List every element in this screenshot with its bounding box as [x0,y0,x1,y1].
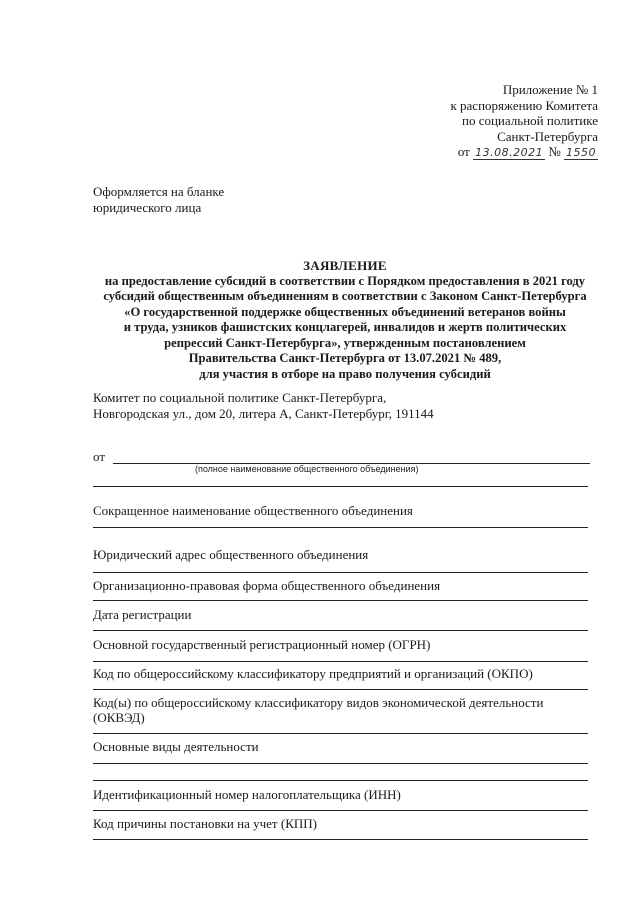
activities-label: Основные виды деятельности [93,739,259,754]
title-line-6: Правительства Санкт-Петербурга от 13.07.2021 № 489, [188,351,502,365]
title-line-5: репрессий Санкт-Петербурга», утвержденным постановлением [164,335,526,350]
recipient-line-2: Новгородская ул., дом 20, литера А, Санкт-Петербург, 191144 [93,406,434,421]
appendix-line-2: к распоряжению Комитета [450,97,598,113]
okved-fill-line[interactable] [93,733,588,734]
date-value: 13.08.2021 [475,146,544,159]
date-number-line [458,144,598,161]
short-name-label: Сокращенное наименование общественного объединения [93,503,413,518]
legal-form-fill-line[interactable] [93,600,588,601]
kpp-fill-line[interactable] [93,839,588,840]
registration-date-label: Дата регистрации [93,607,192,622]
from-label: от [93,449,106,464]
title-line-2: субсидий общественным объединениям в соответствии с Законом Санкт-Петербурга [103,289,587,303]
appendix-line-1: Приложение № 1 [502,82,598,97]
from-hint: (полное наименование общественного объединения) [195,464,419,474]
number-value: 1550 [566,146,596,159]
inn-label: Идентификационный номер налогоплательщика (ИНН) [93,787,401,802]
blank-note-line-1: Оформляется на бланке [93,184,225,199]
blank-note [93,184,224,215]
appendix-line-3: по социальной политике [462,113,598,128]
title-line-3: «О государственной поддержке общественных объединений ветеранов войны [124,304,566,319]
kpp-label: Код причины постановки на учет (КПП) [93,816,317,831]
recipient-address [93,390,434,422]
ogrn-fill-line[interactable] [93,661,588,662]
fill-line[interactable] [93,486,588,487]
okved-label-line-2: (ОКВЭД) [93,710,145,725]
okpo-fill-line[interactable] [93,689,588,690]
application-title [95,258,595,382]
short-name-fill-line[interactable] [93,527,588,528]
title-line-4: и труда, узников фашистских концлагерей, инвалидов и жертв политических [123,320,567,334]
okved-label [93,695,593,725]
registration-date-fill-line[interactable] [93,630,588,631]
number-prefix: № [548,144,561,159]
ogrn-label: Основной государственный регистрационный номер (ОГРН) [93,637,431,652]
title-line-7: для участия в отборе на право получения субсидий [199,366,491,381]
title-heading: ЗАЯВЛЕНИЕ [303,258,387,273]
inn-fill-line[interactable] [93,810,588,811]
activities-fill-line-1[interactable] [93,763,588,764]
date-prefix: от [457,144,470,159]
recipient-line-1: Комитет по социальной политике Санкт-Петербурга, [93,390,387,405]
title-line-1: на предоставление субсидий в соответствии с Порядком предоставления в 2021 году [104,273,586,288]
okpo-label: Код по общероссийскому классификатору предприятий и организаций (ОКПО) [93,666,533,681]
blank-note-line-2: юридического лица [93,199,202,215]
from-row [93,449,590,465]
appendix-line-4: Санкт-Петербурга [497,128,598,144]
okved-label-line-1: Код(ы) по общероссийскому классификатору видов экономической деятельности [93,695,544,710]
appendix-header [338,82,598,161]
legal-form-label: Организационно-правовая форма общественного объединения [93,578,441,593]
legal-address-label: Юридический адрес общественного объединения [93,547,369,562]
legal-address-fill-line[interactable] [93,572,588,573]
activities-fill-line-2[interactable] [93,780,588,781]
